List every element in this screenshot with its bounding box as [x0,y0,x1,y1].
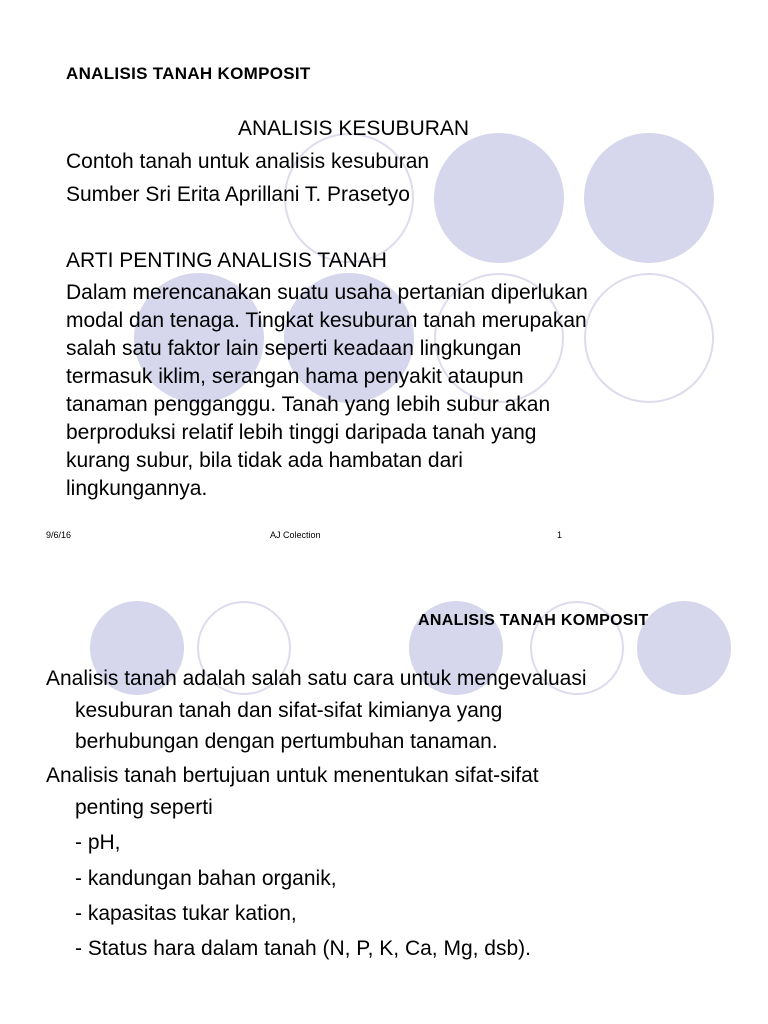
body-line: lingkungannya. [66,477,208,500]
body-line: Dalam merencanakan suatu usaha pertanian diperlukan [66,281,588,304]
footer-date: 9/6/16 [46,530,72,540]
decor-circle-filled [584,133,714,263]
body-line: berproduksi relatif lebih tinggi daripada tanah yang [66,421,537,444]
body-line: kurang subur, bila tidak ada hambatan dari [66,449,463,472]
decor-circle-ring [584,273,714,403]
slide1-line-2: Sumber Sri Erita Aprillani T. Prasetyo [66,183,410,206]
body-line: kesuburan tanah dan sifat-sifat kimianya yang [75,699,503,722]
list-item: - kapasitas tukar kation, [75,902,297,925]
body-line: berhubungan dengan pertumbuhan tanaman. [75,730,498,753]
list-item: - pH, [75,831,121,854]
footer-collection: AJ Colection [270,530,321,540]
slide2-header-title: ANALISIS TANAH KOMPOSIT [418,612,649,629]
body-line: Analisis tanah bertujuan untuk menentukan sifat-sifat [46,764,539,787]
footer-page-number: 1 [557,530,563,540]
body-line: termasuk iklim, serangan hama penyakit ataupun [66,365,524,388]
list-item: - Status hara dalam tanah (N, P, K, Ca, Mg, dsb). [75,937,531,960]
slide1-line-1: Contoh tanah untuk analisis kesuburan [66,150,430,173]
decor-circle-filled [434,133,564,263]
slide-2 [0,555,768,1024]
slide1-center-title: ANALISIS KESUBURAN [238,117,470,140]
body-line: tanaman pengganggu. Tanah yang lebih subur akan [66,393,551,416]
body-line: penting seperti [75,796,213,819]
list-item: - kandungan bahan organik, [75,867,337,890]
decor-circle-filled [637,601,731,695]
slide1-header-title: ANALISIS TANAH KOMPOSIT [66,64,311,83]
body-line: salah satu faktor lain seperti keadaan lingkungan [66,337,522,360]
body-line: Analisis tanah adalah salah satu cara untuk mengevaluasi [46,667,587,690]
body-line: modal dan tenaga. Tingkat kesuburan tanah merupakan [66,309,587,332]
slide1-section-heading: ARTI PENTING ANALISIS TANAH [66,249,387,272]
